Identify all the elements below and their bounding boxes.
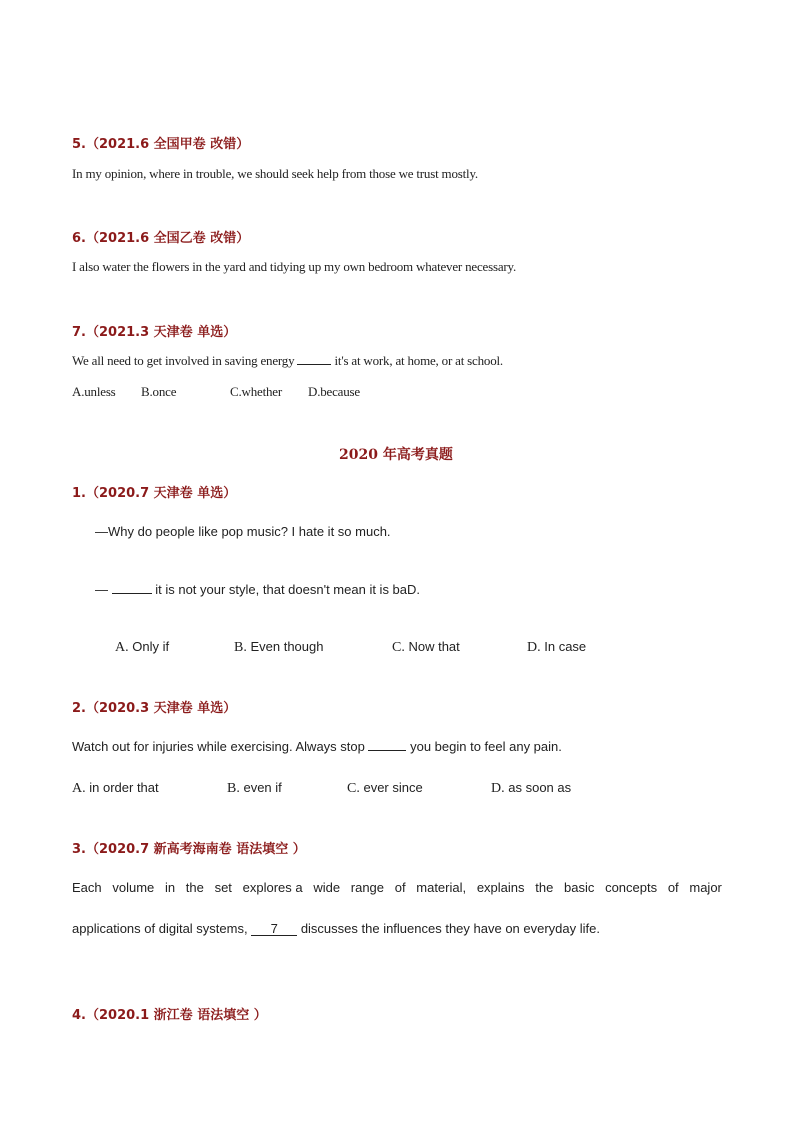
section-question-3-line-1: Each volume in the set explores a wide range of material, explains the basic concepts of major <box>72 880 722 895</box>
section-question-2-option-d: D. as soon as <box>491 780 572 796</box>
section-question-4-heading: 4.（2020.1 浙江卷 语法填空 ） <box>72 1008 267 1023</box>
section-question-2-heading: 2.（2020.3 天津卷 单选） <box>72 701 237 716</box>
question-6-heading: 6.（2021.6 全国乙卷 改错） <box>72 231 250 246</box>
section-question-1-option-b: B. Even though <box>234 639 324 655</box>
section-question-1-blank <box>112 593 152 594</box>
section-question-3-heading: 3.（2020.7 新高考海南卷 语法填空 ） <box>72 842 306 857</box>
section-question-2-option-a: A. in order that <box>72 780 159 796</box>
section-title: 2020 年高考真题 <box>339 447 453 463</box>
section-question-1-option-c: C. Now that <box>392 639 460 655</box>
section-question-3-line-2: applications of digital systems, 7 discusses the influences they have on everyday life. <box>72 921 600 936</box>
question-7-option-c: C.whether <box>230 384 282 399</box>
section-question-1-dialog-line-1: —Why do people like pop music? I hate it so much. <box>95 524 391 539</box>
question-5-sentence: In my opinion, where in trouble, we should seek help from those we trust mostly. <box>72 166 478 181</box>
section-question-2-blank <box>368 750 406 751</box>
section-question-2-sentence: Watch out for injuries while exercising. Always stop you begin to feel any pain. <box>72 739 562 754</box>
question-7-text-after: it's at work, at home, or at school. <box>331 353 503 368</box>
section-question-1-option-a: A. Only if <box>115 639 170 655</box>
question-7-blank <box>297 364 331 365</box>
question-5-heading: 5.（2021.6 全国甲卷 改错） <box>72 137 250 152</box>
question-7-option-d: D.because <box>308 384 360 399</box>
question-7-option-a: A.unless <box>72 384 116 399</box>
section-question-1-heading: 1.（2020.7 天津卷 单选） <box>72 486 237 501</box>
dialog-text-after: it is not your style, that doesn't mean it is baD. <box>151 582 421 597</box>
section-question-3-blank: 7 <box>251 923 297 936</box>
section-question-1-dialog-line-2 <box>95 582 420 597</box>
question-7-heading: 7.（2021.3 天津卷 单选） <box>72 325 237 340</box>
section-question-2-option-c: C. ever since <box>347 780 423 796</box>
question-7-text-before: We all need to get involved in saving energy <box>72 353 298 368</box>
section-question-2-option-b: B. even if <box>227 780 282 796</box>
question-7-sentence <box>72 353 503 369</box>
question-7-option-b: B.once <box>141 384 177 399</box>
dialog-dash: — <box>95 582 112 597</box>
question-6-sentence: I also water the flowers in the yard and tidying up my own bedroom whatever necessary. <box>72 259 517 274</box>
section-question-1-option-d: D. In case <box>527 639 587 655</box>
